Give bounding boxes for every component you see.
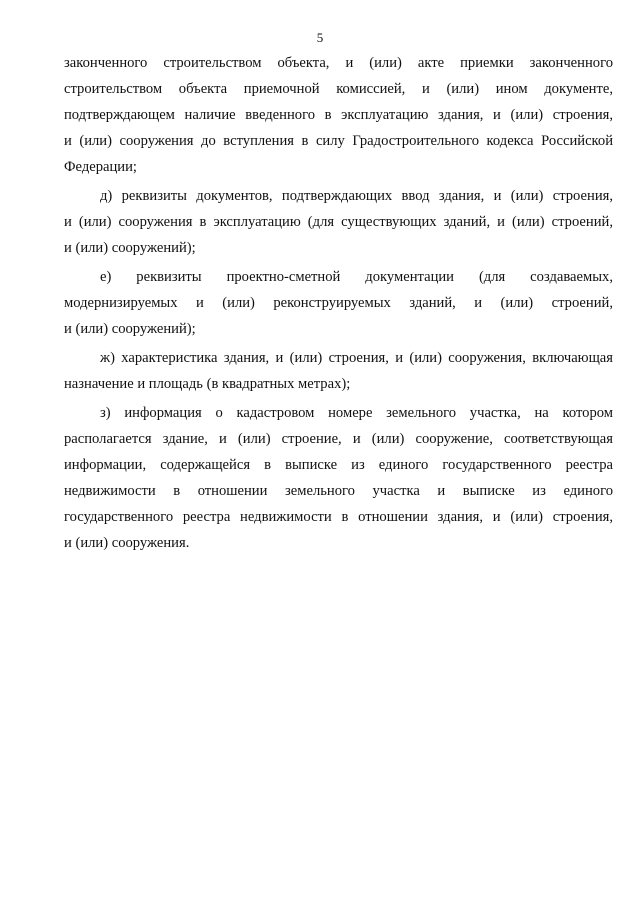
text-line: е) реквизиты проектно-сметной документации (для создаваемых, <box>100 269 613 285</box>
paragraph-continuation <box>64 50 613 180</box>
paragraph-z <box>64 400 613 556</box>
text-line: ж) характеристика здания, и (или) строения, и (или) сооружения, включающая <box>100 350 613 366</box>
text-line: Федерации; <box>64 159 137 175</box>
text-line: и (или) сооружения. <box>64 535 190 551</box>
text-line: и (или) сооружения до вступления в силу Градостроительного кодекса Российской <box>64 133 613 149</box>
text-line: з) информация о кадастровом номере земельного участка, на котором <box>100 405 613 421</box>
text-line: недвижимости в отношении земельного участка и выписке из единого <box>64 483 613 499</box>
text-line: государственного реестра недвижимости в отношении здания, и (или) строения, <box>64 509 613 525</box>
text-line: и (или) сооружений); <box>64 321 196 337</box>
document-body <box>64 50 613 556</box>
page-number: 5 <box>316 30 324 45</box>
text-line: законченного строительством объекта, и (или) акте приемки законченного <box>64 55 613 71</box>
paragraph-e <box>64 264 613 342</box>
paragraph-d <box>64 183 613 261</box>
text-line: и (или) сооружений); <box>64 240 196 256</box>
text-line: располагается здание, и (или) строение, и (или) сооружение, соответствующая <box>64 431 613 447</box>
text-line: подтверждающем наличие введенного в эксплуатацию здания, и (или) строения, <box>64 107 613 123</box>
text-line: модернизируемых и (или) реконструируемых зданий, и (или) строений, <box>64 295 613 311</box>
text-line: д) реквизиты документов, подтверждающих ввод здания, и (или) строения, <box>100 188 613 204</box>
text-line: назначение и площадь (в квадратных метрах); <box>64 376 351 392</box>
text-line: информации, содержащейся в выписке из единого государственного реестра <box>64 457 613 473</box>
paragraph-zh <box>64 345 613 397</box>
text-line: и (или) сооружения в эксплуатацию (для существующих зданий, и (или) строений, <box>64 214 613 230</box>
text-line: строительством объекта приемочной комиссией, и (или) ином документе, <box>64 81 613 97</box>
